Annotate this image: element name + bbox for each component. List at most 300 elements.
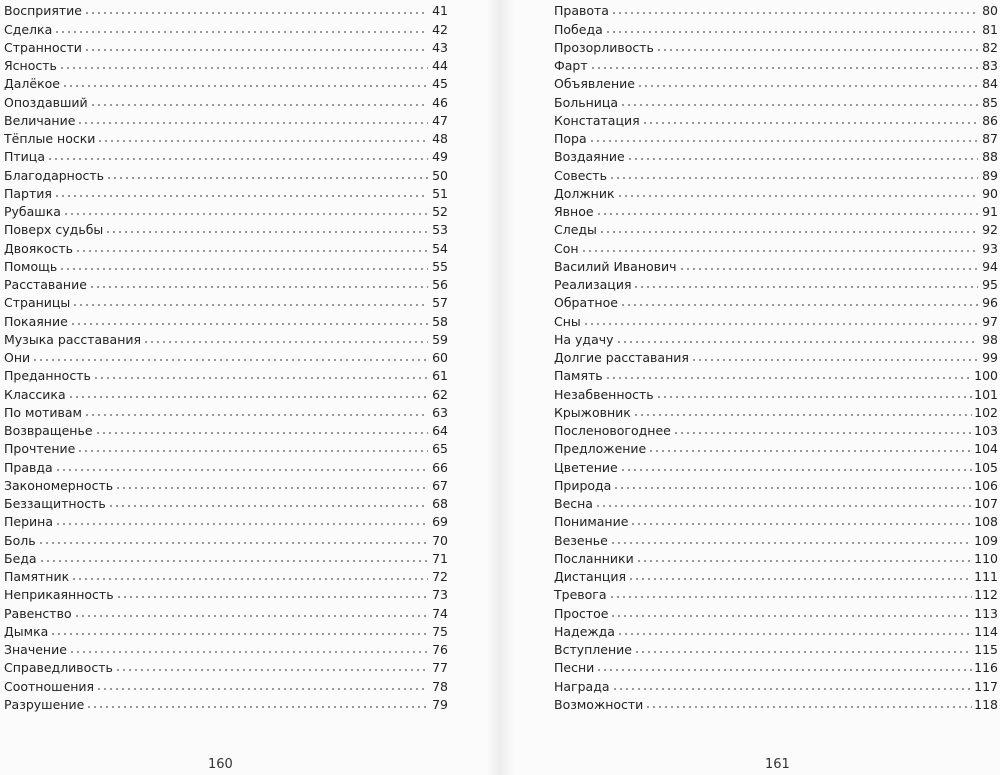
toc-entry-page: 41 <box>432 3 448 19</box>
toc-entry-title: Рубашка <box>4 204 61 219</box>
toc-entry <box>554 639 998 657</box>
dot-leader <box>620 303 978 307</box>
toc-entry-title: Классика <box>4 386 66 402</box>
toc-entry <box>4 402 448 420</box>
toc-entry <box>4 694 448 712</box>
toc-entry <box>554 146 998 164</box>
dot-leader <box>62 84 428 88</box>
toc-entry-page: 63 <box>432 404 448 420</box>
toc-entry-page: 61 <box>432 368 448 384</box>
toc-entry-title: Явное <box>554 204 594 219</box>
toc-entry <box>554 201 998 219</box>
toc-entry-title: Неприкаянность <box>4 587 114 603</box>
toc-entry-title: Дымка <box>4 623 49 639</box>
toc-list-left <box>4 0 448 712</box>
toc-entry <box>554 548 998 566</box>
toc-entry-page: 51 <box>432 185 448 201</box>
right-page <box>500 0 1000 775</box>
toc-entry <box>554 164 998 182</box>
toc-entry-title: Сны <box>554 313 581 329</box>
toc-entry-title: Констатация <box>554 112 640 128</box>
toc-entry-page: 60 <box>432 350 448 365</box>
dot-leader <box>54 30 428 34</box>
toc-entry <box>4 621 448 639</box>
toc-entry <box>554 347 998 365</box>
toc-entry <box>4 164 448 182</box>
toc-entry-title: Простое <box>554 605 609 621</box>
dot-leader <box>590 66 978 70</box>
toc-entry <box>554 438 998 456</box>
dot-leader <box>77 449 428 453</box>
toc-entry-page: 55 <box>432 258 448 274</box>
toc-entry <box>4 584 448 602</box>
toc-entry <box>554 91 998 109</box>
toc-entry-page: 89 <box>982 167 998 183</box>
toc-entry <box>554 219 998 237</box>
toc-entry-title: Следы <box>554 222 597 238</box>
toc-entry-page: 59 <box>432 331 448 347</box>
toc-entry <box>4 347 448 365</box>
toc-entry <box>4 456 448 474</box>
toc-entry <box>4 310 448 328</box>
dot-leader <box>115 486 428 490</box>
toc-entry <box>4 602 448 620</box>
toc-entry-page: 101 <box>974 386 998 402</box>
toc-entry-title: Надежда <box>554 623 615 639</box>
toc-entry <box>4 475 448 493</box>
toc-entry-title: Песни <box>554 660 595 676</box>
dot-leader <box>74 614 428 618</box>
toc-entry-page: 69 <box>432 514 448 530</box>
toc-entry-title: На удачу <box>554 331 614 347</box>
toc-entry-title: Восприятие <box>4 3 82 19</box>
dot-leader <box>39 559 428 563</box>
toc-entry-title: Сделка <box>4 21 53 37</box>
toc-entry-page: 95 <box>982 277 998 292</box>
dot-leader <box>72 303 428 307</box>
toc-entry-title: Значение <box>4 642 67 657</box>
dot-leader <box>596 212 978 216</box>
toc-entry-title: Странности <box>4 39 82 55</box>
dot-leader <box>47 157 428 161</box>
toc-entry-title: Должник <box>554 185 615 201</box>
dot-leader <box>679 267 978 271</box>
toc-entry-page: 87 <box>982 131 998 146</box>
toc-entry-title: Тёплые носки <box>4 131 96 146</box>
toc-entry-page: 72 <box>432 569 448 584</box>
dot-leader <box>97 139 428 143</box>
toc-entry-title: Прозорливость <box>554 39 654 55</box>
toc-entry <box>554 456 998 474</box>
toc-entry-page: 88 <box>982 149 998 165</box>
toc-entry <box>4 110 448 128</box>
toc-entry-title: Закономерность <box>4 477 114 493</box>
dot-leader <box>59 267 428 271</box>
toc-entry-title: Страницы <box>4 295 71 311</box>
toc-entry-page: 58 <box>432 313 448 329</box>
toc-entry-page: 57 <box>432 295 448 311</box>
toc-entry-title: Правота <box>554 3 609 19</box>
toc-entry-page: 77 <box>432 660 448 676</box>
toc-entry-page: 62 <box>432 386 448 402</box>
dot-leader <box>611 11 978 15</box>
toc-entry-title: Они <box>4 350 31 365</box>
toc-entry-page: 65 <box>432 441 448 457</box>
toc-entry <box>4 256 448 274</box>
dot-leader <box>93 376 428 380</box>
toc-entry-page: 103 <box>974 423 998 438</box>
dot-leader <box>106 176 428 180</box>
toc-entry-page: 73 <box>432 587 448 603</box>
toc-entry-page: 100 <box>974 368 998 384</box>
dot-leader <box>50 632 428 636</box>
toc-entry-page: 117 <box>974 678 998 694</box>
toc-entry-page: 78 <box>432 678 448 694</box>
toc-entry-title: Справедливость <box>4 660 113 676</box>
toc-entry-title: Награда <box>554 678 610 694</box>
toc-entry-title: Поверх судьбы <box>4 222 104 238</box>
toc-entry <box>4 383 448 401</box>
toc-entry-title: Предложение <box>554 441 647 457</box>
toc-entry-page: 64 <box>432 423 448 438</box>
dot-leader <box>648 449 972 453</box>
toc-entry-page: 109 <box>974 532 998 548</box>
toc-entry-title: Покаяние <box>4 313 68 329</box>
dot-leader <box>116 595 428 599</box>
dot-leader <box>75 249 428 253</box>
toc-entry-page: 105 <box>974 459 998 475</box>
toc-entry-title: Перина <box>4 514 53 530</box>
toc-entry-title: Совесть <box>554 167 607 183</box>
toc-entry-page: 49 <box>432 149 448 165</box>
dot-leader <box>637 84 978 88</box>
toc-entry-page: 102 <box>974 404 998 420</box>
toc-entry <box>554 420 998 438</box>
toc-entry-page: 115 <box>974 642 998 657</box>
toc-entry-title: Опоздавший <box>4 94 88 110</box>
toc-entry-title: Объявление <box>554 76 635 92</box>
toc-entry <box>554 584 998 602</box>
toc-entry <box>4 329 448 347</box>
toc-entry-title: Беззащитность <box>4 496 106 511</box>
toc-entry <box>554 329 998 347</box>
toc-entry-page: 53 <box>432 222 448 238</box>
toc-entry <box>4 55 448 73</box>
toc-entry-title: Воздаяние <box>554 149 625 165</box>
toc-entry-title: Вступление <box>554 642 632 657</box>
dot-leader <box>77 121 428 125</box>
dot-leader <box>84 413 428 417</box>
dot-leader <box>63 212 428 216</box>
toc-entry-title: Двоякость <box>4 240 74 256</box>
toc-entry <box>4 438 448 456</box>
toc-entry-title: Боль <box>4 532 36 548</box>
toc-entry-title: Беда <box>4 550 37 566</box>
toc-entry <box>554 365 998 383</box>
toc-entry-title: Возможности <box>554 696 644 712</box>
toc-entry <box>554 110 998 128</box>
toc-entry-page: 83 <box>982 58 998 73</box>
toc-entry <box>4 237 448 255</box>
dot-leader <box>143 340 428 344</box>
toc-entry <box>554 402 998 420</box>
dot-leader <box>620 468 972 472</box>
toc-entry <box>4 420 448 438</box>
toc-list-right <box>554 0 998 712</box>
toc-entry-page: 112 <box>974 587 998 603</box>
toc-entry-title: Незабвенность <box>554 386 654 402</box>
toc-entry-title: Далёкое <box>4 76 60 92</box>
dot-leader <box>613 486 972 490</box>
toc-entry-page: 118 <box>974 696 998 712</box>
book-gutter <box>486 0 514 775</box>
toc-entry <box>4 146 448 164</box>
toc-entry-page: 99 <box>982 350 998 365</box>
toc-entry-page: 76 <box>432 642 448 657</box>
toc-entry-title: Весна <box>554 496 593 511</box>
dot-leader <box>596 668 972 672</box>
toc-entry-title: Расставание <box>4 277 87 292</box>
toc-entry-title: Птица <box>4 149 45 165</box>
toc-entry-title: Крыжовник <box>554 404 631 420</box>
dot-leader <box>32 358 428 362</box>
toc-entry <box>554 621 998 639</box>
toc-entry <box>554 18 998 36</box>
toc-entry <box>4 37 448 55</box>
toc-entry-title: Помощь <box>4 258 58 274</box>
toc-entry <box>554 256 998 274</box>
toc-entry-title: Посленовогоднее <box>554 423 671 438</box>
toc-entry-page: 111 <box>974 569 998 584</box>
toc-entry-title: Ясность <box>4 58 57 73</box>
toc-entry-page: 43 <box>432 39 448 55</box>
toc-entry-title: Дистанция <box>554 569 627 584</box>
dot-leader <box>616 340 978 344</box>
toc-entry-title: Пора <box>554 131 587 146</box>
toc-entry <box>4 201 448 219</box>
toc-entry-page: 74 <box>432 605 448 621</box>
toc-entry <box>554 511 998 529</box>
dot-leader <box>71 577 428 581</box>
dot-leader <box>589 139 978 143</box>
toc-entry-page: 71 <box>432 550 448 566</box>
toc-entry-page: 85 <box>982 94 998 110</box>
dot-leader <box>105 230 428 234</box>
toc-entry-title: Соотношения <box>4 678 95 694</box>
toc-entry <box>554 128 998 146</box>
toc-entry-page: 48 <box>432 131 448 146</box>
toc-entry-title: Разрушение <box>4 696 85 712</box>
toc-entry <box>4 657 448 675</box>
toc-entry <box>554 183 998 201</box>
toc-entry-page: 67 <box>432 477 448 493</box>
toc-entry <box>4 274 448 292</box>
dot-leader <box>617 632 972 636</box>
toc-entry-title: Цветение <box>554 459 618 475</box>
toc-entry-title: Благодарность <box>4 167 105 183</box>
toc-entry-page: 75 <box>432 623 448 639</box>
toc-entry <box>554 529 998 547</box>
dot-leader <box>84 48 428 52</box>
dot-leader <box>610 541 972 545</box>
toc-entry <box>4 91 448 109</box>
toc-entry-title: Партия <box>4 185 52 201</box>
toc-entry-title: Преданность <box>4 368 91 384</box>
page-number-left: 160 <box>208 757 233 772</box>
toc-entry-title: Посланники <box>554 550 634 566</box>
toc-entry <box>4 18 448 36</box>
toc-entry-title: Реализация <box>554 277 632 292</box>
toc-entry <box>554 566 998 584</box>
toc-entry <box>4 0 448 18</box>
dot-leader <box>68 395 428 399</box>
toc-entry-page: 68 <box>432 496 448 511</box>
toc-entry <box>4 511 448 529</box>
dot-leader <box>627 157 978 161</box>
toc-entry <box>4 675 448 693</box>
dot-leader <box>69 650 428 654</box>
toc-entry-page: 113 <box>974 605 998 621</box>
toc-entry-title: Правда <box>4 459 53 475</box>
toc-entry-title: Величание <box>4 112 76 128</box>
dot-leader <box>581 249 978 253</box>
toc-entry-page: 91 <box>982 204 998 219</box>
toc-entry <box>4 493 448 511</box>
dot-leader <box>636 559 972 563</box>
toc-entry-title: Василий Иванович <box>554 258 677 274</box>
dot-leader <box>630 522 972 526</box>
toc-entry-page: 80 <box>982 3 998 19</box>
toc-entry <box>554 292 998 310</box>
dot-leader <box>96 687 428 691</box>
toc-entry-page: 50 <box>432 167 448 183</box>
toc-entry <box>554 694 998 712</box>
dot-leader <box>115 668 428 672</box>
toc-entry-page: 116 <box>974 660 998 676</box>
toc-entry-title: Музыка расставания <box>4 331 142 347</box>
page-number-right: 161 <box>765 757 790 772</box>
dot-leader <box>642 121 978 125</box>
toc-entry-page: 56 <box>432 277 448 292</box>
dot-leader <box>70 322 428 326</box>
dot-leader <box>86 705 428 709</box>
toc-entry-page: 44 <box>432 58 448 73</box>
toc-entry <box>4 219 448 237</box>
toc-entry-title: Фарт <box>554 58 588 73</box>
dot-leader <box>599 230 978 234</box>
toc-entry <box>4 73 448 91</box>
toc-entry-page: 104 <box>974 441 998 457</box>
toc-entry <box>4 292 448 310</box>
toc-entry-title: Сон <box>554 240 579 256</box>
toc-entry-page: 52 <box>432 204 448 219</box>
dot-leader <box>612 687 973 691</box>
dot-leader <box>605 376 972 380</box>
toc-entry-title: По мотивам <box>4 404 82 420</box>
toc-entry <box>554 383 998 401</box>
dot-leader <box>95 431 428 435</box>
dot-leader <box>84 11 428 15</box>
toc-entry-page: 81 <box>982 21 998 37</box>
toc-entry <box>4 566 448 584</box>
toc-entry <box>554 73 998 91</box>
toc-entry-page: 79 <box>432 696 448 712</box>
dot-leader <box>620 103 978 107</box>
dot-leader <box>656 395 972 399</box>
toc-entry <box>554 237 998 255</box>
toc-entry <box>554 675 998 693</box>
toc-entry-title: Обратное <box>554 295 618 311</box>
dot-leader <box>628 577 972 581</box>
dot-leader <box>595 504 972 508</box>
toc-entry <box>554 602 998 620</box>
toc-entry-title: Природа <box>554 477 612 493</box>
toc-entry <box>554 37 998 55</box>
toc-entry-title: Победа <box>554 21 603 37</box>
toc-entry-page: 45 <box>432 76 448 92</box>
toc-entry-title: Прочтение <box>4 441 76 457</box>
dot-leader <box>610 614 972 618</box>
dot-leader <box>59 66 428 70</box>
dot-leader <box>583 322 978 326</box>
toc-entry-page: 82 <box>982 39 998 55</box>
dot-leader <box>38 541 428 545</box>
dot-leader <box>633 285 978 289</box>
toc-entry-page: 114 <box>974 623 998 639</box>
toc-entry-page: 93 <box>982 240 998 256</box>
dot-leader <box>55 522 428 526</box>
toc-entry <box>554 274 998 292</box>
toc-entry-page: 92 <box>982 222 998 238</box>
dot-leader <box>609 176 978 180</box>
dot-leader <box>90 103 428 107</box>
toc-entry <box>4 128 448 146</box>
toc-entry <box>554 55 998 73</box>
toc-entry-title: Равенство <box>4 605 72 621</box>
toc-entry-title: Больница <box>554 94 619 110</box>
toc-entry-page: 110 <box>974 550 998 566</box>
toc-entry-page: 70 <box>432 532 448 548</box>
toc-entry-page: 54 <box>432 240 448 256</box>
toc-entry-page: 96 <box>982 295 998 311</box>
dot-leader <box>633 413 972 417</box>
toc-entry-title: Тревога <box>554 587 607 603</box>
toc-entry <box>554 0 998 18</box>
dot-leader <box>89 285 428 289</box>
toc-entry-title: Понимание <box>554 514 629 530</box>
dot-leader <box>645 705 972 709</box>
dot-leader <box>656 48 978 52</box>
toc-entry <box>554 475 998 493</box>
toc-entry-page: 94 <box>982 258 998 274</box>
toc-entry-title: Память <box>554 368 603 384</box>
toc-entry-page: 97 <box>982 313 998 329</box>
toc-entry <box>4 548 448 566</box>
dot-leader <box>673 431 972 435</box>
dot-leader <box>605 30 978 34</box>
toc-entry <box>554 310 998 328</box>
toc-entry-title: Возвращенье <box>4 423 93 438</box>
dot-leader <box>54 194 428 198</box>
toc-entry-title: Везенье <box>554 532 608 548</box>
toc-entry-page: 47 <box>432 112 448 128</box>
toc-entry-title: Памятник <box>4 569 70 584</box>
toc-entry <box>4 365 448 383</box>
toc-entry-page: 86 <box>982 112 998 128</box>
dot-leader <box>108 504 428 508</box>
toc-entry <box>554 657 998 675</box>
toc-entry <box>4 639 448 657</box>
